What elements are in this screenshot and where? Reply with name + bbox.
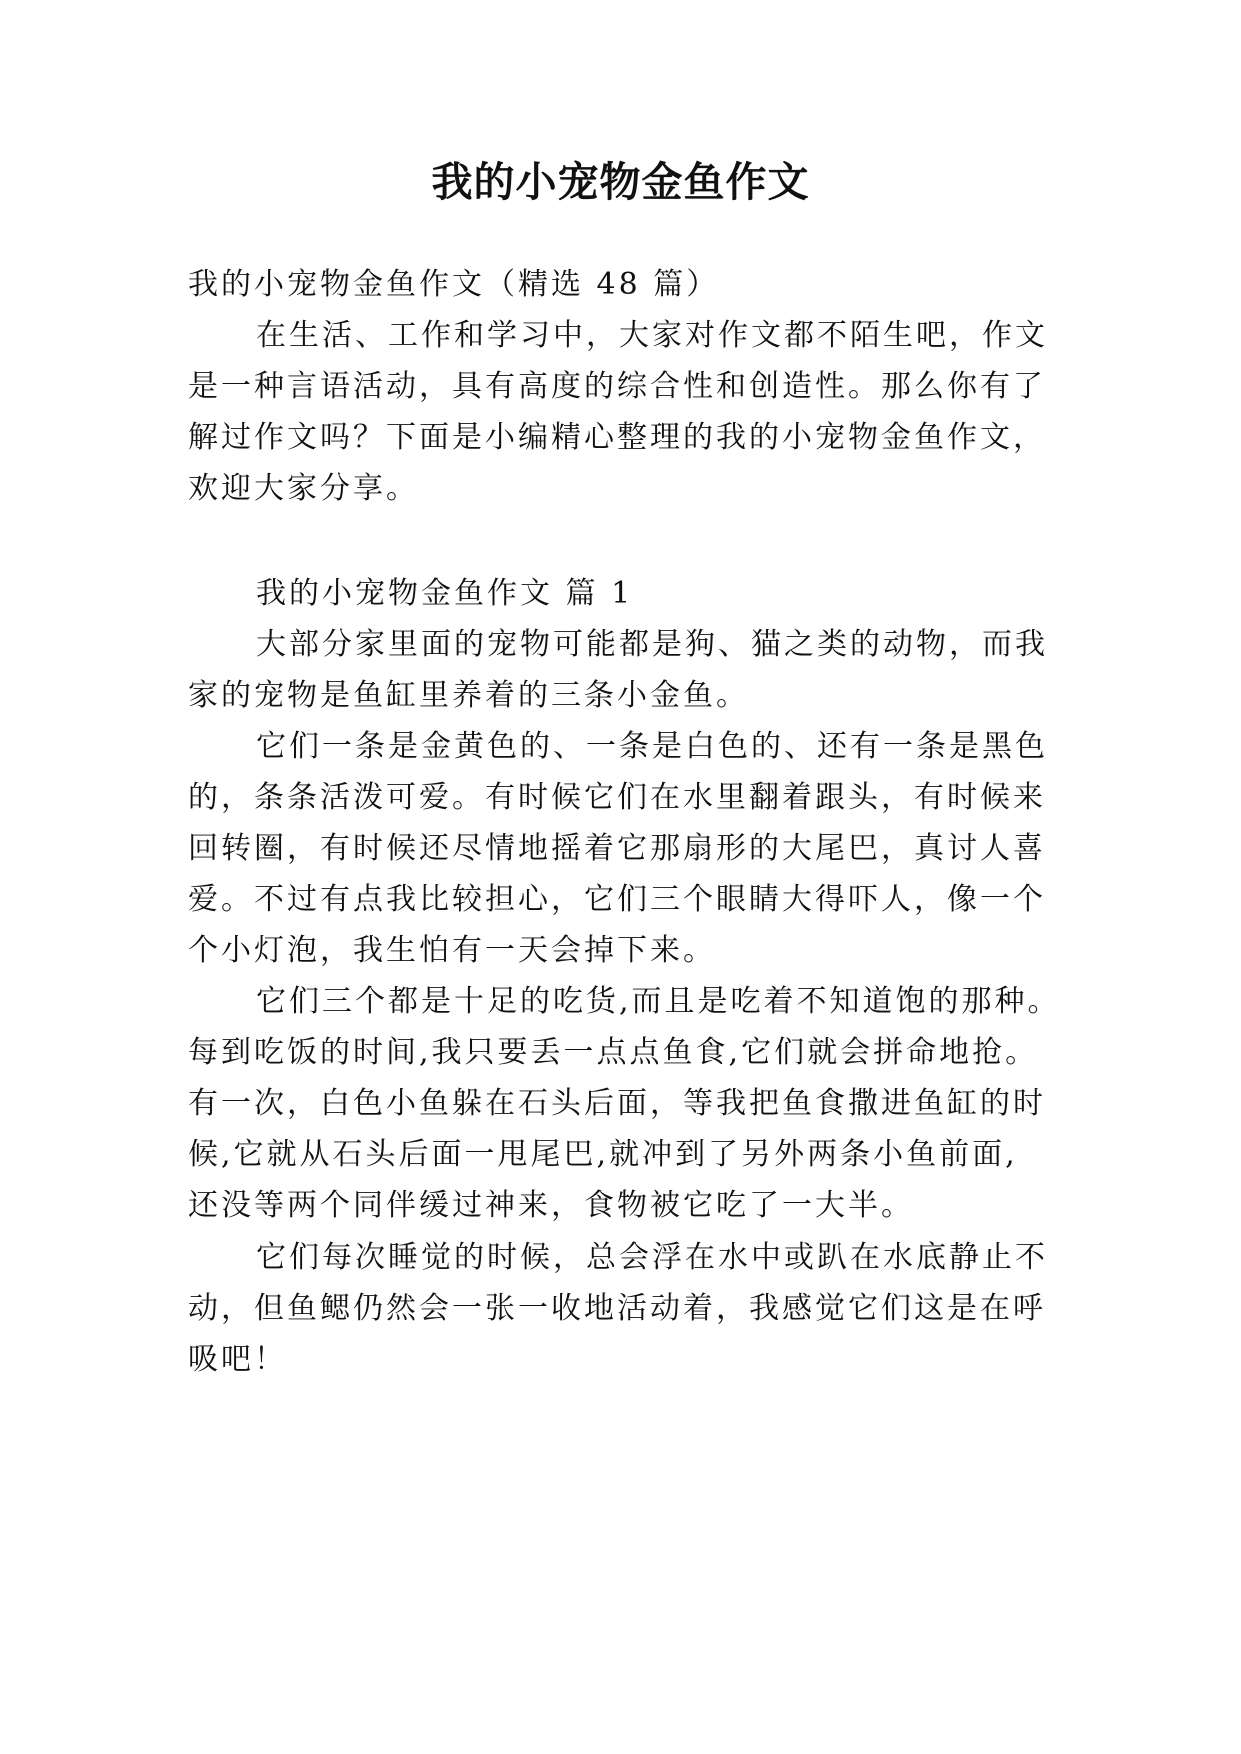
body-line: 它们三个都是十足的吃货,而且是吃着不知道饱的那种。 bbox=[256, 984, 1061, 1019]
intro-line: 在生活、工作和学习中，大家对作文都不陌生吧，作文 bbox=[256, 318, 1048, 353]
intro-line: 解过作文吗？下面是小编精心整理的我的小宠物金鱼作文， bbox=[188, 420, 1046, 455]
body-line: 动，但鱼鳃仍然会一张一收地活动着，我感觉它们这是在呼 bbox=[188, 1291, 1046, 1326]
body-line: 每到吃饭的时间,我只要丢一点点鱼食,它们就会拼命地抢。 bbox=[188, 1035, 1039, 1070]
body-line: 的，条条活泼可爱。有时候它们在水里翻着跟头，有时候来 bbox=[188, 780, 1046, 815]
body-line: 候,它就从石头后面一甩尾巴,就冲到了另外两条小鱼前面, bbox=[188, 1137, 1018, 1172]
body-line: 还没等两个同伴缓过神来，食物被它吃了一大半。 bbox=[188, 1188, 914, 1223]
body-line: 有一次，白色小鱼躲在石头后面，等我把鱼食撒进鱼缸的时 bbox=[188, 1086, 1046, 1121]
body-line: 吸吧！ bbox=[188, 1342, 287, 1377]
body-line: 大部分家里面的宠物可能都是狗、猫之类的动物，而我 bbox=[256, 627, 1048, 662]
intro-line: 欢迎大家分享。 bbox=[188, 471, 419, 506]
document-title: 我的小宠物金鱼作文 bbox=[431, 158, 810, 206]
body-line: 爱。不过有点我比较担心，它们三个眼睛大得吓人，像一个 bbox=[188, 882, 1046, 917]
body-line: 个小灯泡，我生怕有一天会掉下来。 bbox=[188, 933, 716, 968]
body-line: 回转圈，有时候还尽情地摇着它那扇形的大尾巴，真讨人喜 bbox=[188, 831, 1046, 866]
document-subtitle: 我的小宠物金鱼作文（精选 48 篇） bbox=[188, 267, 720, 302]
body-line: 它们每次睡觉的时候，总会浮在水中或趴在水底静止不 bbox=[256, 1240, 1048, 1275]
section-heading: 我的小宠物金鱼作文 篇 1 bbox=[256, 576, 634, 611]
body-line: 家的宠物是鱼缸里养着的三条小金鱼。 bbox=[188, 678, 749, 713]
body-line: 它们一条是金黄色的、一条是白色的、还有一条是黑色 bbox=[256, 729, 1048, 764]
intro-line: 是一种言语活动，具有高度的综合性和创造性。那么你有了 bbox=[188, 369, 1046, 404]
